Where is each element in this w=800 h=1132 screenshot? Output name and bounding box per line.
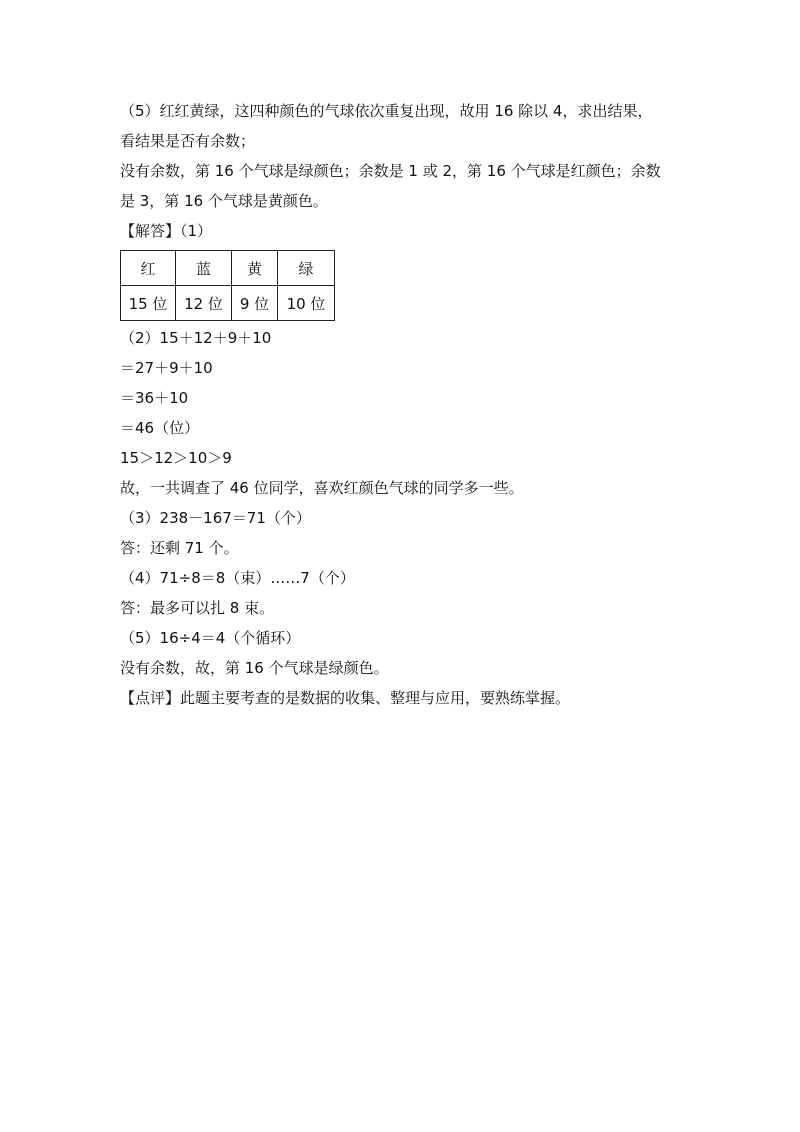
solution-line: （3）238－167＝71（个） — [120, 509, 311, 527]
solution-line: 15＞12＞10＞9 — [120, 449, 232, 467]
solution-line: 答：最多可以扎 8 束。 — [120, 599, 275, 617]
solution-line: 故，一共调查了 46 位同学，喜欢红颜色气球的同学多一些。 — [120, 479, 524, 497]
table-value-cell: 9 位 — [232, 286, 278, 321]
table-value-row — [121, 286, 335, 321]
solution-line: （4）71÷8＝8（束）……7（个） — [120, 569, 355, 587]
solution-line: 答：还剩 71 个。 — [120, 539, 239, 557]
solution-line: ＝36＋10 — [120, 389, 189, 407]
balloon-table-wrapper — [120, 250, 690, 321]
solution-line: ＝46（位） — [120, 419, 200, 437]
table-header-cell: 蓝 — [176, 251, 232, 286]
table-value-cell: 10 位 — [278, 286, 335, 321]
answer-heading: 【解答】（1） — [120, 222, 213, 240]
solution-line: 没有余数，故，第 16 个气球是绿颜色。 — [120, 659, 389, 677]
analysis-line-2: 看结果是否有余数； — [120, 132, 256, 150]
table-header-row — [121, 251, 335, 286]
table-header-cell: 红 — [121, 251, 176, 286]
table-header-cell: 绿 — [278, 251, 335, 286]
comment-line: 【点评】此题主要考查的是数据的收集、整理与应用，要熟练掌握。 — [120, 689, 571, 707]
analysis-line-3: 没有余数，第 16 个气球是绿颜色；余数是 1 或 2，第 16 个气球是红颜色；余数 — [120, 162, 661, 180]
solution-line: （5）16÷4＝4（个循环） — [120, 629, 301, 647]
analysis-line-1: （5）红红黄绿，这四种颜色的气球依次重复出现，故用 16 除以 4，求出结果， — [120, 102, 653, 120]
analysis-line-4: 是 3，第 16 个气球是黄颜色。 — [120, 192, 328, 210]
table-header-cell: 黄 — [232, 251, 278, 286]
document-page — [120, 96, 690, 713]
solution-line: （2）15＋12＋9＋10 — [120, 329, 272, 347]
table-value-cell: 15 位 — [121, 286, 176, 321]
table-value-cell: 12 位 — [176, 286, 232, 321]
solution-line: ＝27＋9＋10 — [120, 359, 213, 377]
balloon-color-table — [120, 250, 335, 321]
